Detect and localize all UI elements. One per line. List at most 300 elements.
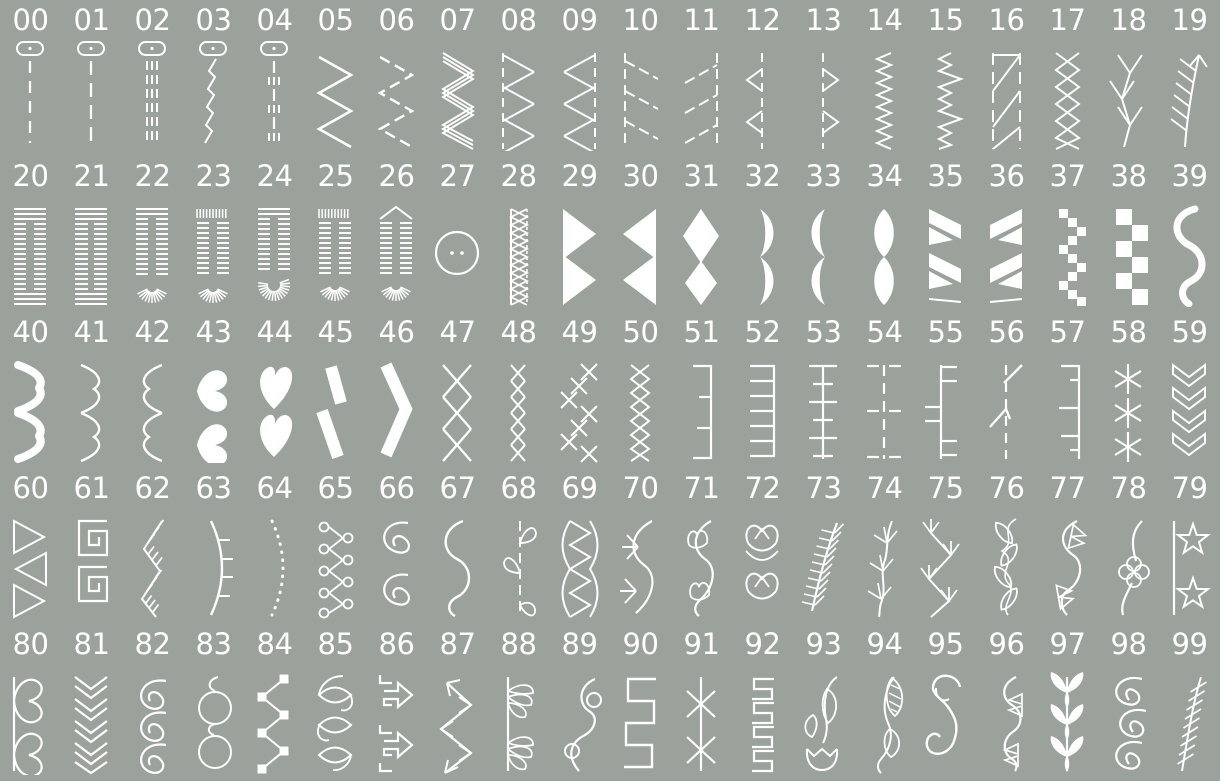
cross-stitch-large-icon — [427, 351, 488, 463]
scallop-brace-right-icon — [61, 351, 122, 463]
stitch-number: 00 — [12, 3, 49, 37]
shell-braid-stitch-icon — [549, 507, 610, 619]
blind-hem-zigzag-right-icon — [793, 39, 854, 151]
circle-loop-stitch-icon — [183, 663, 244, 775]
stitch-number: 51 — [683, 315, 720, 349]
overcast-triangle-right-icon — [488, 39, 549, 151]
stitch-number: 42 — [134, 315, 171, 349]
stitch-cell-69[interactable] — [549, 468, 610, 624]
loop-curl-stitch-icon — [122, 663, 183, 775]
stitch-number: 49 — [561, 315, 598, 349]
stitch-cell-16[interactable] — [976, 0, 1037, 156]
stitch-number: 01 — [73, 3, 110, 37]
blind-hem-stitch-left-icon — [610, 39, 671, 151]
stitch-number: 60 — [12, 471, 49, 505]
stitch-number: 92 — [744, 627, 781, 661]
buttonhole-square-icon — [0, 195, 61, 307]
stitch-number: 20 — [12, 159, 49, 193]
stitch-number: 27 — [439, 159, 476, 193]
stitch-cell-14[interactable] — [854, 0, 915, 156]
stitch-cell-56[interactable] — [976, 312, 1037, 468]
square-wave-stitch-icon — [610, 663, 671, 775]
stitch-number: 48 — [500, 315, 537, 349]
leaf-pod-chain-stitch-icon — [305, 663, 366, 775]
dashed-crossbar-stitch-icon — [854, 351, 915, 463]
heart-border-stitch-icon — [0, 663, 61, 775]
stitch-cell-13[interactable] — [793, 0, 854, 156]
stitch-cell-52[interactable] — [732, 312, 793, 468]
stitch-cell-67[interactable] — [427, 468, 488, 624]
stitch-number: 91 — [683, 627, 720, 661]
stitch-number: 72 — [744, 471, 781, 505]
scallop-brace-left-icon — [122, 351, 183, 463]
stitch-number: 61 — [73, 471, 110, 505]
serpentine-wave-stitch-icon — [427, 507, 488, 619]
stitch-number: 44 — [256, 315, 293, 349]
stitch-number: 33 — [805, 159, 842, 193]
ticked-zigzag-stitch-icon — [122, 507, 183, 619]
overcast-zigzag-stitch-icon — [915, 39, 976, 151]
stitch-number: 58 — [1110, 315, 1147, 349]
bartack-darning-stitch-icon — [488, 195, 549, 307]
stitch-number: 84 — [256, 627, 293, 661]
stitch-cell-94[interactable] — [854, 624, 915, 780]
buttonhole-square-wide-icon — [61, 195, 122, 307]
stitch-cell-97[interactable] — [1037, 624, 1098, 780]
stitch-number: 62 — [134, 471, 171, 505]
stitch-cell-42[interactable] — [122, 312, 183, 468]
buttonhole-pointed-top-icon — [366, 195, 427, 307]
stretch-stitch-icon — [183, 39, 244, 151]
stitch-cell-01[interactable] — [61, 0, 122, 156]
stitch-cell-79[interactable] — [1159, 468, 1220, 624]
stitch-cell-20[interactable] — [0, 156, 61, 312]
stitch-cell-22[interactable] — [122, 156, 183, 312]
stitch-cell-64[interactable] — [244, 468, 305, 624]
stitch-number: 22 — [134, 159, 171, 193]
stitch-number: 07 — [439, 3, 476, 37]
asterisk-line-stitch-icon — [671, 663, 732, 775]
stitch-cell-57[interactable] — [1037, 312, 1098, 468]
blind-hem-zigzag-left-icon — [732, 39, 793, 151]
stitch-number: 75 — [927, 471, 964, 505]
stitch-cell-70[interactable] — [610, 468, 671, 624]
satin-hearts-upright-icon — [244, 351, 305, 463]
stitch-number: 35 — [927, 159, 964, 193]
stitch-cell-43[interactable] — [183, 312, 244, 468]
stitch-number: 82 — [134, 627, 171, 661]
satin-diamonds-icon — [671, 195, 732, 307]
stitch-cell-48[interactable] — [488, 312, 549, 468]
buttonhole-keyhole-icon — [244, 195, 305, 307]
stitch-number: 90 — [622, 627, 659, 661]
stitch-number: 80 — [12, 627, 49, 661]
stitch-cell-55[interactable] — [915, 312, 976, 468]
satin-crescents-left-icon — [793, 195, 854, 307]
stitch-cell-11[interactable] — [671, 0, 732, 156]
star-border-stitch-icon — [1159, 507, 1220, 619]
stitch-cell-80[interactable] — [0, 624, 61, 780]
sprig-wave-stitch-icon — [610, 507, 671, 619]
stitch-number: 81 — [73, 627, 110, 661]
stitch-cell-00[interactable] — [0, 0, 61, 156]
straight-stitch-left-needle-icon — [0, 39, 61, 151]
stitch-cell-05[interactable] — [305, 0, 366, 156]
stitch-cell-82[interactable] — [122, 624, 183, 780]
stitch-cell-75[interactable] — [915, 468, 976, 624]
button-sewing-stitch-icon — [427, 195, 488, 307]
stitch-number: 18 — [1110, 3, 1147, 37]
crowfoot-zigzag-stitch-icon — [915, 507, 976, 619]
stitch-number: 11 — [683, 3, 720, 37]
stitch-cell-34[interactable] — [854, 156, 915, 312]
stitch-cell-02[interactable] — [122, 0, 183, 156]
greek-key-stitch-icon — [61, 507, 122, 619]
stitch-number: 67 — [439, 471, 476, 505]
stitch-cell-62[interactable] — [122, 468, 183, 624]
stitch-cell-51[interactable] — [671, 312, 732, 468]
twig-sprig-stitch-icon — [854, 507, 915, 619]
stitch-number: 69 — [561, 471, 598, 505]
palm-frond-stitch-icon — [488, 663, 549, 775]
tailor-tack-stitch-icon — [976, 351, 1037, 463]
bud-vine-stitch-icon — [671, 507, 732, 619]
stitch-number: 32 — [744, 159, 781, 193]
triple-zigzag-stitch-icon — [427, 39, 488, 151]
satin-triangles-left-icon — [610, 195, 671, 307]
satin-ribbon-right-icon — [915, 195, 976, 307]
stitch-cell-40[interactable] — [0, 312, 61, 468]
satin-ribbon-left-icon — [976, 195, 1037, 307]
stitch-cell-27[interactable] — [427, 156, 488, 312]
stitch-number: 28 — [500, 159, 537, 193]
stitch-cell-76[interactable] — [976, 468, 1037, 624]
stitch-cell-92[interactable] — [732, 624, 793, 780]
stitch-number: 55 — [927, 315, 964, 349]
stitch-cell-66[interactable] — [366, 468, 427, 624]
stitch-number: 16 — [988, 3, 1025, 37]
fern-leaf-stitch-icon — [793, 507, 854, 619]
ticked-arc-stitch-icon — [183, 507, 244, 619]
stitch-cell-87[interactable] — [427, 624, 488, 780]
stitch-cell-25[interactable] — [305, 156, 366, 312]
stitch-number: 40 — [12, 315, 49, 349]
crossbar-stitch-icon — [793, 351, 854, 463]
stitch-cell-88[interactable] — [488, 624, 549, 780]
stitch-number: 64 — [256, 471, 293, 505]
stitch-cell-33[interactable] — [793, 156, 854, 312]
step-meander-stitch-icon — [732, 663, 793, 775]
stitch-number: 14 — [866, 3, 903, 37]
stitch-number: 03 — [195, 3, 232, 37]
stitch-number: 89 — [561, 627, 598, 661]
stitch-cell-49[interactable] — [549, 312, 610, 468]
circle-serpentine-stitch-icon — [549, 663, 610, 775]
stitch-cell-39[interactable] — [1159, 156, 1220, 312]
clover-vine-stitch-icon — [1098, 507, 1159, 619]
tulip-garland-stitch-icon — [732, 507, 793, 619]
stitch-number: 37 — [1049, 159, 1086, 193]
stitch-number: 68 — [500, 471, 537, 505]
stitch-cell-60[interactable] — [0, 468, 61, 624]
stitch-cell-37[interactable] — [1037, 156, 1098, 312]
stitch-cell-65[interactable] — [305, 468, 366, 624]
stitch-number: 17 — [1049, 3, 1086, 37]
stitch-number: 65 — [317, 471, 354, 505]
stitch-cell-98[interactable] — [1098, 624, 1159, 780]
stitch-number: 79 — [1171, 471, 1208, 505]
block-arrow-stitch-icon — [366, 663, 427, 775]
narrow-zigzag-stitch-icon — [854, 39, 915, 151]
stitch-cell-29[interactable] — [549, 156, 610, 312]
stitch-number: 47 — [439, 315, 476, 349]
stitch-cell-09[interactable] — [549, 0, 610, 156]
satin-chevron-icon — [366, 351, 427, 463]
stitch-cell-06[interactable] — [366, 0, 427, 156]
buttonhole-round-end-icon — [122, 195, 183, 307]
stitch-cell-30[interactable] — [610, 156, 671, 312]
straight-stitch-center-needle-icon — [61, 39, 122, 151]
stitch-cell-08[interactable] — [488, 0, 549, 156]
stitch-cell-84[interactable] — [244, 624, 305, 780]
scroll-stitch-icon — [366, 507, 427, 619]
satin-double-brace-icon — [0, 351, 61, 463]
basting-stitch-icon — [244, 39, 305, 151]
loop-zigzag-stitch-icon — [305, 507, 366, 619]
stitch-number: 04 — [256, 3, 293, 37]
stitch-number: 56 — [988, 315, 1025, 349]
satin-hearts-left-icon — [183, 351, 244, 463]
stitch-number: 83 — [195, 627, 232, 661]
satin-triangles-right-icon — [549, 195, 610, 307]
stitch-cell-04[interactable] — [244, 0, 305, 156]
stitch-cell-78[interactable] — [1098, 468, 1159, 624]
stitch-number: 39 — [1171, 159, 1208, 193]
stitch-cell-41[interactable] — [61, 312, 122, 468]
stitch-cell-61[interactable] — [61, 468, 122, 624]
cross-stitch-diagonal-icon — [549, 351, 610, 463]
stitch-cell-54[interactable] — [854, 312, 915, 468]
stitch-cell-47[interactable] — [427, 312, 488, 468]
checker-steps-small-icon — [1037, 195, 1098, 307]
leaf-vine-stitch-icon — [488, 507, 549, 619]
stitch-cell-07[interactable] — [427, 0, 488, 156]
tulip-flower-stitch-icon — [793, 663, 854, 775]
stitch-number: 76 — [988, 471, 1025, 505]
stitch-number: 34 — [866, 159, 903, 193]
chevron-arrow-stitch-icon — [61, 663, 122, 775]
stitch-cell-68[interactable] — [488, 468, 549, 624]
satin-crescents-right-icon — [732, 195, 793, 307]
stitch-number: 73 — [805, 471, 842, 505]
stitch-cell-32[interactable] — [732, 156, 793, 312]
stitch-number: 15 — [927, 3, 964, 37]
stitch-cell-53[interactable] — [793, 312, 854, 468]
stitch-number: 29 — [561, 159, 598, 193]
satin-leaves-icon — [854, 195, 915, 307]
stitch-cell-85[interactable] — [305, 624, 366, 780]
stitch-number: 30 — [622, 159, 659, 193]
laurel-leaf-stitch-icon — [1037, 663, 1098, 775]
hatched-leaf-stitch-icon — [854, 663, 915, 775]
stitch-cell-63[interactable] — [183, 468, 244, 624]
stitch-number: 99 — [1171, 627, 1208, 661]
stitch-number: 70 — [622, 471, 659, 505]
stitch-number: 85 — [317, 627, 354, 661]
stitch-cell-50[interactable] — [610, 312, 671, 468]
stitch-number: 12 — [744, 3, 781, 37]
stitch-number: 74 — [866, 471, 903, 505]
stitch-number: 78 — [1110, 471, 1147, 505]
stitch-number: 63 — [195, 471, 232, 505]
stitch-number: 10 — [622, 3, 659, 37]
stitch-number: 53 — [805, 315, 842, 349]
satin-serpentine-icon — [1159, 195, 1220, 307]
stitch-cell-19[interactable] — [1159, 0, 1220, 156]
overcast-triangle-left-icon — [549, 39, 610, 151]
elastic-zigzag-stitch-icon — [366, 39, 427, 151]
stitch-cell-17[interactable] — [1037, 0, 1098, 156]
stitch-number: 21 — [73, 159, 110, 193]
stitch-number: 09 — [561, 3, 598, 37]
checker-steps-large-icon — [1098, 195, 1159, 307]
stitch-cell-83[interactable] — [183, 624, 244, 780]
double-overlock-stitch-icon — [976, 39, 1037, 151]
cursive-scroll-stitch-icon — [915, 663, 976, 775]
stitch-number: 13 — [805, 3, 842, 37]
bow-wave-stitch-icon — [976, 663, 1037, 775]
stitch-number: 43 — [195, 315, 232, 349]
bow-serpentine-stitch-icon — [1037, 507, 1098, 619]
petal-chain-stitch-icon — [976, 507, 1037, 619]
stitch-cell-77[interactable] — [1037, 468, 1098, 624]
triangle-mosaic-stitch-icon — [0, 507, 61, 619]
triple-straight-stitch-icon — [122, 39, 183, 151]
stitch-number: 93 — [805, 627, 842, 661]
stitch-number: 96 — [988, 627, 1025, 661]
stitch-number: 97 — [1049, 627, 1086, 661]
stitch-number: 23 — [195, 159, 232, 193]
tick-ladder-stitch-icon — [1037, 351, 1098, 463]
stitch-number: 94 — [866, 627, 903, 661]
stitch-number: 45 — [317, 315, 354, 349]
stitch-cell-24[interactable] — [244, 156, 305, 312]
stitch-cell-31[interactable] — [671, 156, 732, 312]
stitch-number: 08 — [500, 3, 537, 37]
stitch-number: 95 — [927, 627, 964, 661]
stitch-cell-03[interactable] — [183, 0, 244, 156]
stitch-cell-59[interactable] — [1159, 312, 1220, 468]
stitch-number: 86 — [378, 627, 415, 661]
stitch-number: 41 — [73, 315, 110, 349]
stitch-cell-58[interactable] — [1098, 312, 1159, 468]
stitch-number: 36 — [988, 159, 1025, 193]
stitch-number: 25 — [317, 159, 354, 193]
stitch-number: 06 — [378, 3, 415, 37]
stitch-cell-90[interactable] — [610, 624, 671, 780]
stitch-number: 59 — [1171, 315, 1208, 349]
stitch-cell-23[interactable] — [183, 156, 244, 312]
stitch-cell-28[interactable] — [488, 156, 549, 312]
stitch-number: 24 — [256, 159, 293, 193]
stitch-number: 87 — [439, 627, 476, 661]
stitch-number: 77 — [1049, 471, 1086, 505]
stitch-cell-72[interactable] — [732, 468, 793, 624]
stitch-cell-89[interactable] — [549, 624, 610, 780]
dotted-arc-stitch-icon — [244, 507, 305, 619]
chevron-band-stitch-icon — [1159, 351, 1220, 463]
stitch-cell-35[interactable] — [915, 156, 976, 312]
coil-loop-stitch-icon — [1098, 663, 1159, 775]
stitch-cell-45[interactable] — [305, 312, 366, 468]
stitch-cell-74[interactable] — [854, 468, 915, 624]
alternating-tick-stitch-icon — [915, 351, 976, 463]
buttonhole-round-end-flat-top-icon — [183, 195, 244, 307]
buttonhole-round-end-narrow-icon — [305, 195, 366, 307]
stitch-number: 52 — [744, 315, 781, 349]
arrow-zigzag-stitch-icon — [427, 663, 488, 775]
stitch-cell-44[interactable] — [244, 312, 305, 468]
bead-zigzag-stitch-icon — [244, 663, 305, 775]
stitch-number: 26 — [378, 159, 415, 193]
honeycomb-stitch-icon — [1037, 39, 1098, 151]
stitch-number: 71 — [683, 471, 720, 505]
stitch-number: 46 — [378, 315, 415, 349]
feather-fern-stitch-icon — [1159, 663, 1220, 775]
stitch-cell-91[interactable] — [671, 624, 732, 780]
blanket-stitch-sparse-icon — [671, 351, 732, 463]
stitch-cell-95[interactable] — [915, 624, 976, 780]
stitch-number: 02 — [134, 3, 171, 37]
stitch-cell-15[interactable] — [915, 0, 976, 156]
stitch-number: 88 — [500, 627, 537, 661]
stitch-number: 57 — [1049, 315, 1086, 349]
stitch-cell-81[interactable] — [61, 624, 122, 780]
lattice-zigzag-stitch-icon — [610, 351, 671, 463]
stitch-cell-96[interactable] — [976, 624, 1037, 780]
ladder-stitch-icon — [732, 351, 793, 463]
stitch-number: 31 — [683, 159, 720, 193]
fishbone-stitch-icon — [1159, 39, 1220, 151]
blind-hem-stitch-right-icon — [671, 39, 732, 151]
stitch-cell-12[interactable] — [732, 0, 793, 156]
stitch-cell-26[interactable] — [366, 156, 427, 312]
stitch-cell-73[interactable] — [793, 468, 854, 624]
stitch-number: 66 — [378, 471, 415, 505]
stitch-cell-10[interactable] — [610, 0, 671, 156]
stitch-cell-99[interactable] — [1159, 624, 1220, 780]
stitch-number: 98 — [1110, 627, 1147, 661]
satin-split-chevron-icon — [305, 351, 366, 463]
cross-stitch-small-icon — [488, 351, 549, 463]
stitch-cell-71[interactable] — [671, 468, 732, 624]
stitch-number: 19 — [1171, 3, 1208, 37]
stitch-cell-93[interactable] — [793, 624, 854, 780]
stitch-number: 38 — [1110, 159, 1147, 193]
stitch-cell-21[interactable] — [61, 156, 122, 312]
feather-stitch-icon — [1098, 39, 1159, 151]
stitch-number: 50 — [622, 315, 659, 349]
stitch-cell-86[interactable] — [366, 624, 427, 780]
stitch-cell-36[interactable] — [976, 156, 1037, 312]
stitch-cell-18[interactable] — [1098, 0, 1159, 156]
star-asterisk-stitch-icon — [1098, 351, 1159, 463]
stitch-cell-46[interactable] — [366, 312, 427, 468]
stitch-number: 54 — [866, 315, 903, 349]
stitch-number: 05 — [317, 3, 354, 37]
stitch-cell-38[interactable] — [1098, 156, 1159, 312]
zigzag-stitch-icon — [305, 39, 366, 151]
